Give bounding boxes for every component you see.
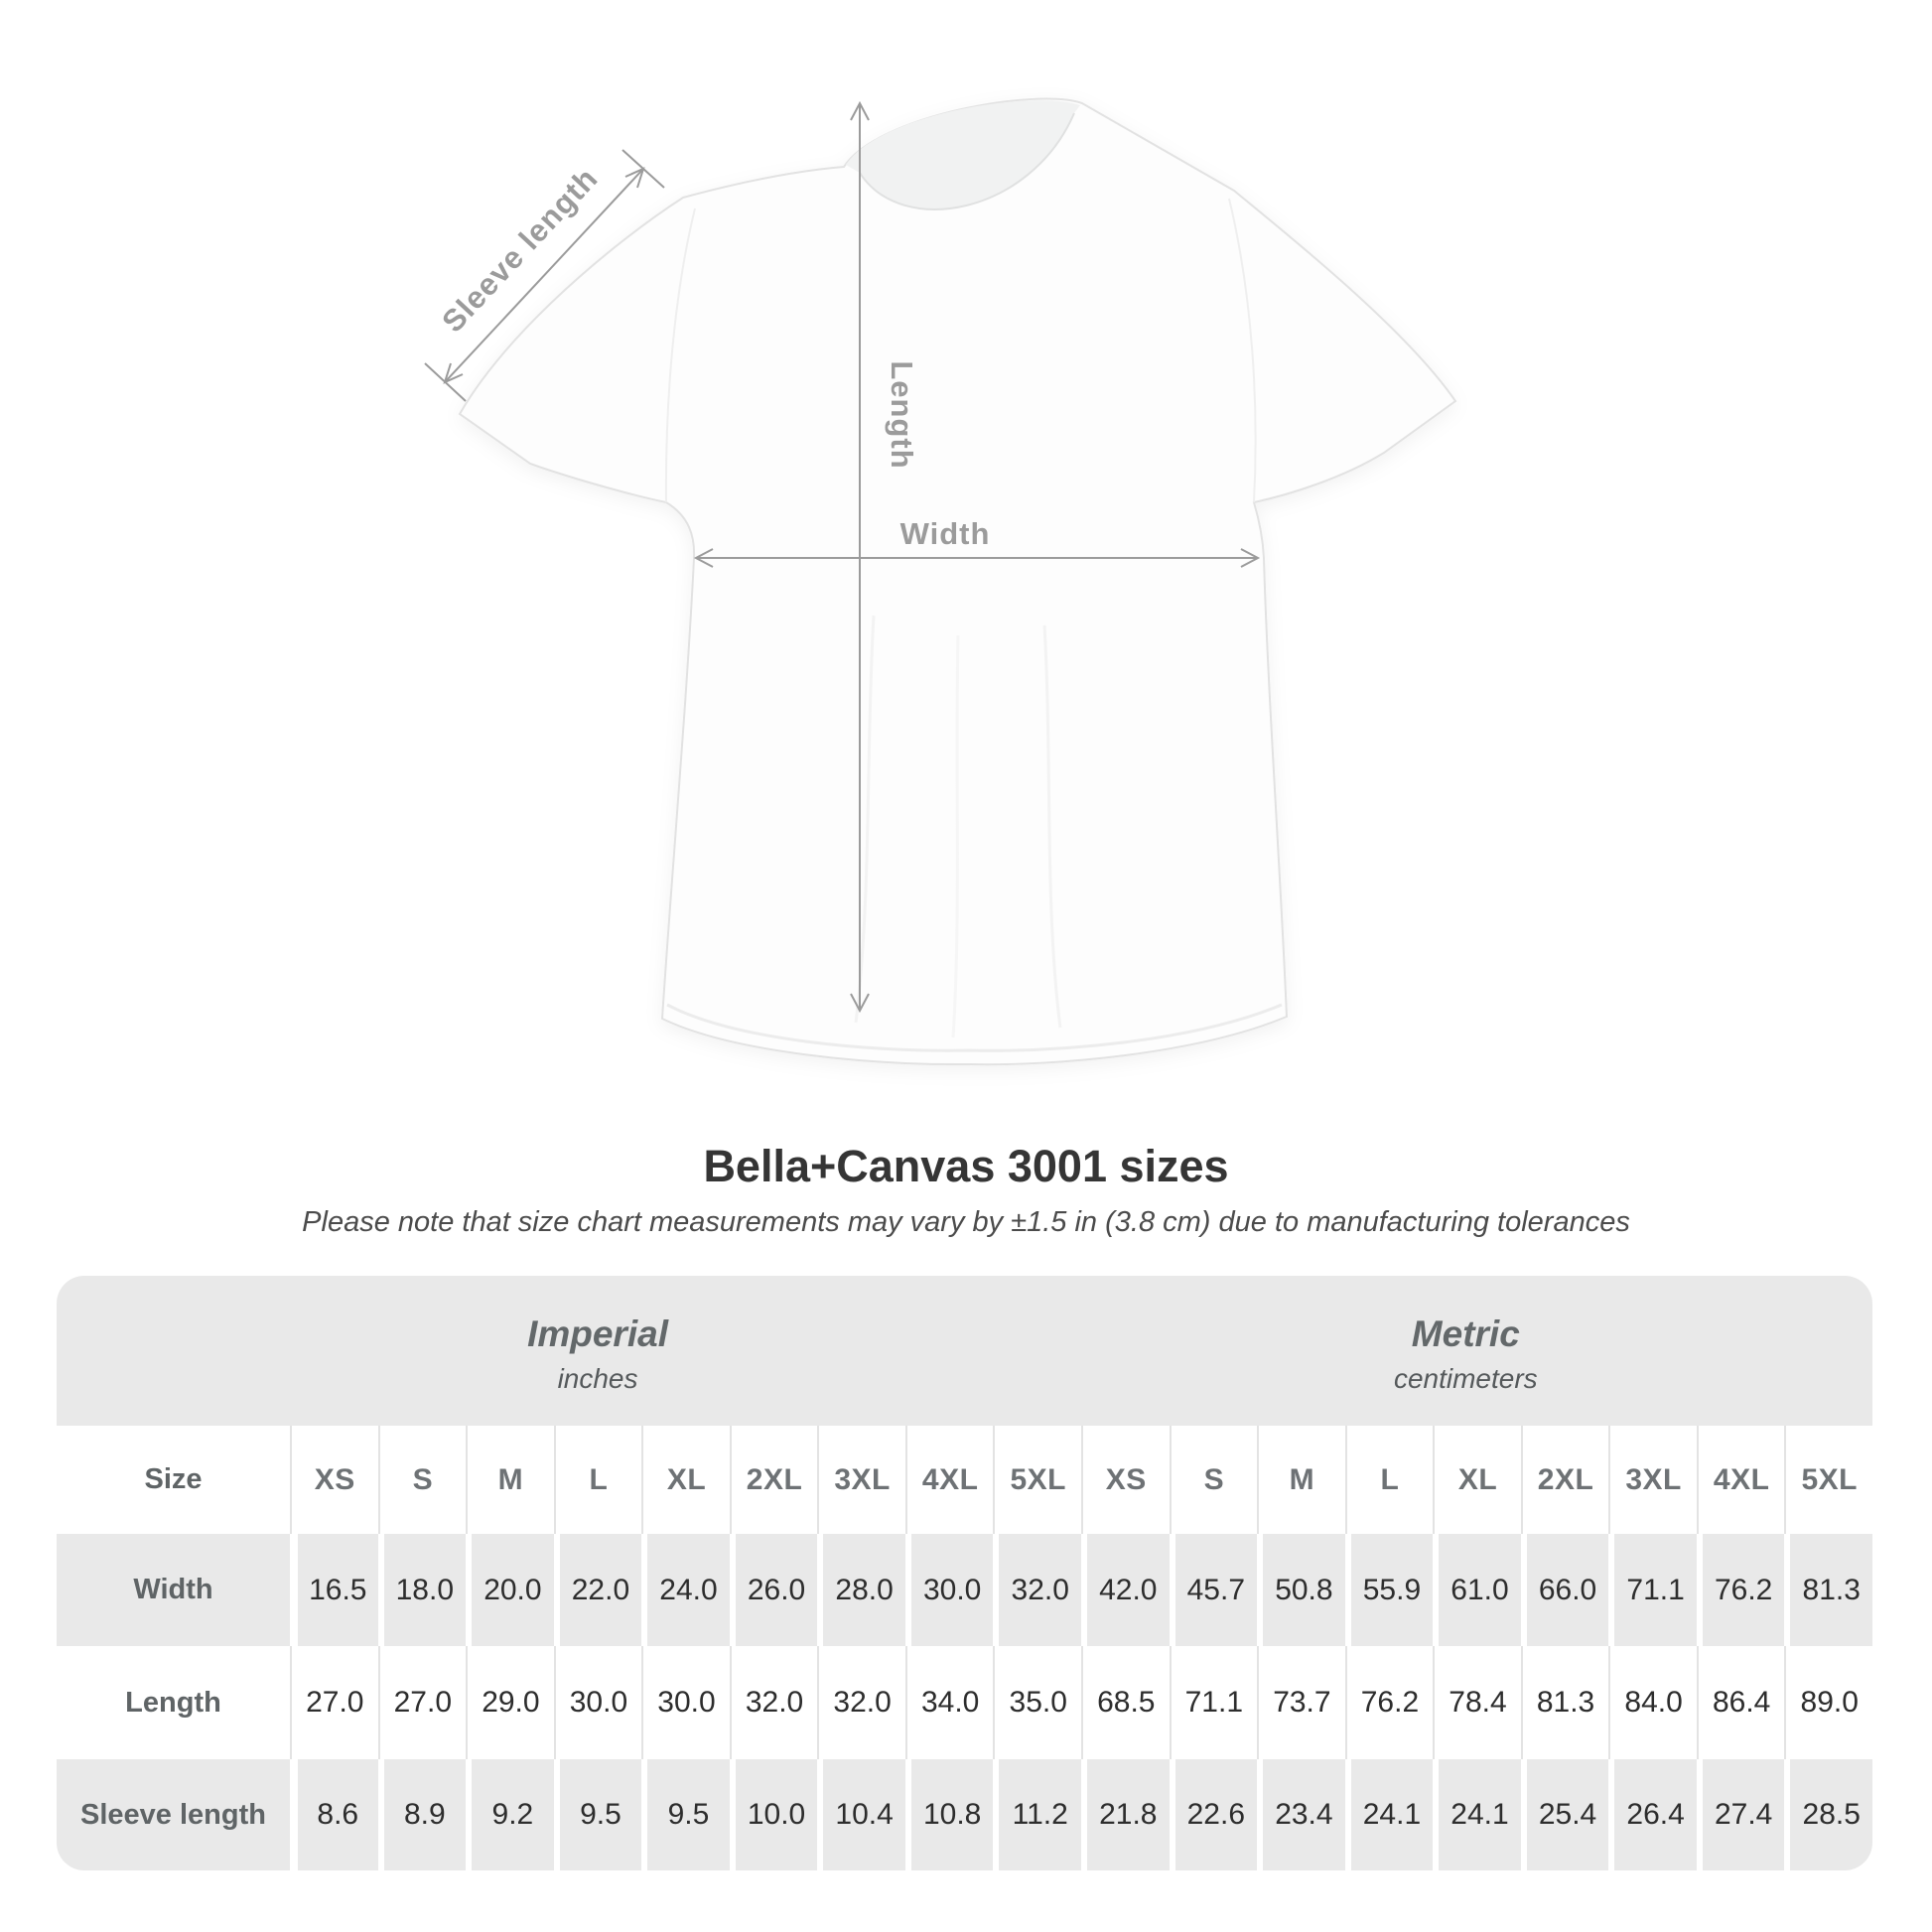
table-cell: 27.4 bbox=[1697, 1759, 1785, 1870]
size-col-header: 2XL bbox=[730, 1426, 818, 1534]
table-cell: 78.4 bbox=[1433, 1646, 1521, 1759]
table-cell: 16.5 bbox=[290, 1534, 378, 1646]
metric-group-name: Metric bbox=[1411, 1313, 1520, 1354]
table-cell: 26.4 bbox=[1608, 1759, 1697, 1870]
table-cell: 10.4 bbox=[817, 1759, 905, 1870]
tshirt-illustration bbox=[460, 99, 1455, 1065]
table-cell: 71.1 bbox=[1608, 1534, 1697, 1646]
size-col-header: XL bbox=[1433, 1426, 1521, 1534]
table-cell: 28.5 bbox=[1784, 1759, 1872, 1870]
table-cell: 32.0 bbox=[730, 1646, 818, 1759]
sleeve-length-label: Sleeve length bbox=[435, 160, 606, 340]
size-col-header: 5XL bbox=[1784, 1426, 1872, 1534]
table-cell: 8.6 bbox=[290, 1759, 378, 1870]
table-cell: 66.0 bbox=[1521, 1534, 1609, 1646]
table-cell: 28.0 bbox=[817, 1534, 905, 1646]
width-row-label: Width bbox=[57, 1534, 290, 1646]
table-cell: 8.9 bbox=[378, 1759, 467, 1870]
size-table bbox=[57, 1276, 1872, 1870]
size-col-header: M bbox=[1257, 1426, 1345, 1534]
table-cell: 21.8 bbox=[1081, 1759, 1170, 1870]
table-cell: 34.0 bbox=[905, 1646, 994, 1759]
table-cell: 22.0 bbox=[554, 1534, 642, 1646]
metric-group-unit: centimeters bbox=[1393, 1363, 1538, 1394]
imperial-group-unit: inches bbox=[557, 1363, 638, 1394]
table-cell: 20.0 bbox=[466, 1534, 554, 1646]
table-cell: 68.5 bbox=[1081, 1646, 1170, 1759]
table-cell: 30.0 bbox=[641, 1646, 730, 1759]
table-cell: 61.0 bbox=[1433, 1534, 1521, 1646]
table-cell: 23.4 bbox=[1257, 1759, 1345, 1870]
table-cell: 30.0 bbox=[905, 1534, 994, 1646]
size-col-header: 4XL bbox=[1697, 1426, 1785, 1534]
table-cell: 45.7 bbox=[1170, 1534, 1258, 1646]
table-cell: 30.0 bbox=[554, 1646, 642, 1759]
table-cell: 27.0 bbox=[378, 1646, 467, 1759]
length-row bbox=[57, 1646, 1872, 1759]
table-cell: 32.0 bbox=[817, 1646, 905, 1759]
size-col-header: L bbox=[554, 1426, 642, 1534]
imperial-group-header bbox=[527, 1313, 668, 1396]
table-cell: 11.2 bbox=[993, 1759, 1081, 1870]
page-subtitle: Please note that size chart measurements may vary by ±1.5 in (3.8 cm) due to manufacturing tolerances bbox=[302, 1206, 1630, 1238]
table-cell: 71.1 bbox=[1170, 1646, 1258, 1759]
table-cell: 24.0 bbox=[641, 1534, 730, 1646]
sleeve-length-row-label: Sleeve length bbox=[57, 1759, 290, 1870]
size-col-header: XL bbox=[641, 1426, 730, 1534]
sleeve-length-row bbox=[57, 1759, 1872, 1870]
table-cell: 84.0 bbox=[1608, 1646, 1697, 1759]
table-cell: 50.8 bbox=[1257, 1534, 1345, 1646]
table-cell: 55.9 bbox=[1345, 1534, 1434, 1646]
size-col-header: 5XL bbox=[993, 1426, 1081, 1534]
table-cell: 42.0 bbox=[1081, 1534, 1170, 1646]
table-cell: 76.2 bbox=[1345, 1646, 1434, 1759]
table-cell: 27.0 bbox=[290, 1646, 378, 1759]
table-cell: 25.4 bbox=[1521, 1759, 1609, 1870]
size-col-header: XS bbox=[1081, 1426, 1170, 1534]
table-cell: 24.1 bbox=[1433, 1759, 1521, 1870]
width-row bbox=[57, 1534, 1872, 1646]
size-col-header: 2XL bbox=[1521, 1426, 1609, 1534]
size-header-row bbox=[57, 1426, 1872, 1534]
metric-group-header bbox=[1394, 1313, 1538, 1396]
imperial-group-name: Imperial bbox=[527, 1313, 668, 1354]
size-col-header: 4XL bbox=[905, 1426, 994, 1534]
table-cell: 81.3 bbox=[1784, 1534, 1872, 1646]
size-col-header: 3XL bbox=[1608, 1426, 1697, 1534]
table-cell: 32.0 bbox=[993, 1534, 1081, 1646]
size-col-header: L bbox=[1345, 1426, 1434, 1534]
table-cell: 9.5 bbox=[554, 1759, 642, 1870]
unit-header-band bbox=[57, 1276, 1872, 1426]
length-label: Length bbox=[885, 360, 919, 470]
table-cell: 9.5 bbox=[641, 1759, 730, 1870]
table-cell: 24.1 bbox=[1345, 1759, 1434, 1870]
table-cell: 81.3 bbox=[1521, 1646, 1609, 1759]
table-cell: 18.0 bbox=[378, 1534, 467, 1646]
title-block bbox=[0, 1138, 1932, 1240]
table-cell: 10.8 bbox=[905, 1759, 994, 1870]
table-cell: 26.0 bbox=[730, 1534, 818, 1646]
table-cell: 9.2 bbox=[466, 1759, 554, 1870]
table-cell: 86.4 bbox=[1697, 1646, 1785, 1759]
width-label: Width bbox=[899, 516, 991, 551]
table-cell: 89.0 bbox=[1784, 1646, 1872, 1759]
page-title: Bella+Canvas 3001 sizes bbox=[703, 1141, 1229, 1191]
table-cell: 76.2 bbox=[1697, 1534, 1785, 1646]
table-cell: 73.7 bbox=[1257, 1646, 1345, 1759]
table-cell: 29.0 bbox=[466, 1646, 554, 1759]
size-col-header: S bbox=[378, 1426, 467, 1534]
size-row-label: Size bbox=[57, 1426, 290, 1534]
size-col-header: XS bbox=[290, 1426, 378, 1534]
table-cell: 10.0 bbox=[730, 1759, 818, 1870]
table-cell: 35.0 bbox=[993, 1646, 1081, 1759]
length-row-label: Length bbox=[57, 1646, 290, 1759]
table-cell: 22.6 bbox=[1170, 1759, 1258, 1870]
size-col-header: 3XL bbox=[817, 1426, 905, 1534]
size-col-header: M bbox=[466, 1426, 554, 1534]
size-col-header: S bbox=[1170, 1426, 1258, 1534]
